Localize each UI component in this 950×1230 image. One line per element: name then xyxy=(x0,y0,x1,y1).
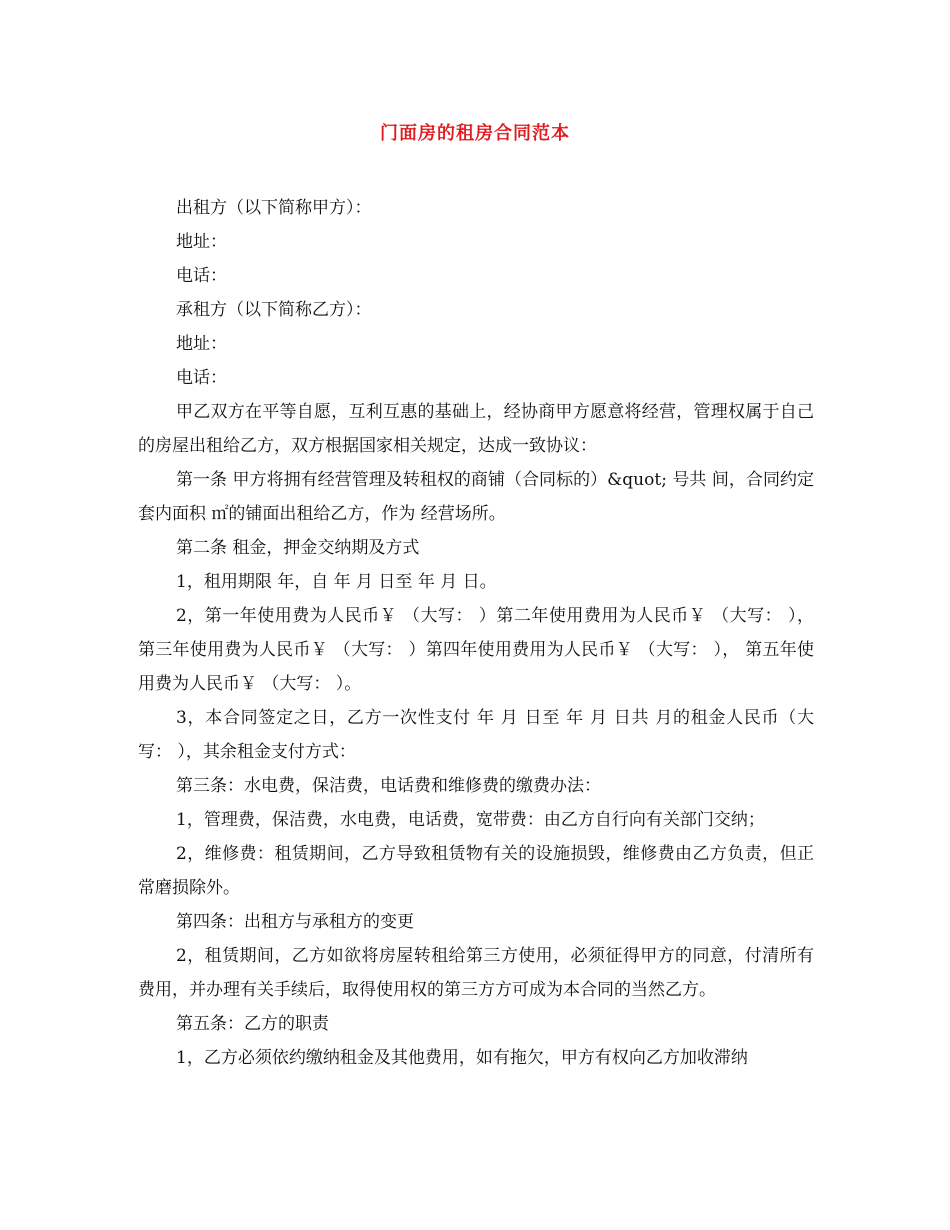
paragraph-article-2-heading: 第二条 租金，押金交纳期及方式 xyxy=(176,538,420,558)
paragraph-lessee-address: 地址： xyxy=(176,334,227,354)
paragraph-article-4-heading: 第四条：出租方与承租方的变更 xyxy=(176,912,414,932)
paragraph-article-5-item-1: 1，乙方必须依约缴纳租金及其他费用，如有拖欠，甲方有权向乙方加收滞纳 xyxy=(176,1048,748,1068)
paragraph-article-2-item-1: 1，租用期限 年，自 年 月 日至 年 月 日。 xyxy=(176,572,497,592)
document-body xyxy=(138,191,814,1075)
paragraph-preamble: 甲乙双方在平等自愿，互利互惠的基础上，经协商甲方愿意将经营，管理权属于自己的房屋出租给乙方，双方根据国家相关规定，达成一致协议： xyxy=(138,402,814,456)
paragraph-article-3-item-2: 2，维修费：租赁期间，乙方导致租赁物有关的设施损毁，维修费由乙方负责，但正常磨损除外。 xyxy=(138,844,814,898)
document-title: 门面房的租房合同范本 xyxy=(380,123,570,144)
paragraph-lessor-address: 地址： xyxy=(176,232,227,252)
paragraph-lessee-phone: 电话： xyxy=(176,368,227,388)
paragraph-article-2-item-3: 3，本合同签定之日，乙方一次性支付 年 月 日至 年 月 日共 月的租金人民币（大写： ），其余租金支付方式： xyxy=(138,708,814,762)
paragraph-lessor: 出租方（以下简称甲方）： xyxy=(176,198,372,218)
paragraph-article-4-item-2: 2，租赁期间，乙方如欲将房屋转租给第三方使用，必须征得甲方的同意，付清所有费用，并办理有关手续后，取得使用权的第三方方可成为本合同的当然乙方。 xyxy=(138,946,814,1000)
paragraph-article-3-item-1: 1，管理费，保洁费，水电费，电话费，宽带费：由乙方自行向有关部门交纳； xyxy=(176,810,765,830)
paragraph-lessor-phone: 电话： xyxy=(176,266,227,286)
paragraph-article-2-item-2: 2，第一年使用费为人民币￥ （大写： ）第二年使用费用为人民币￥ （大写： ）， 第三年使用费为人民币￥ （大写： ）第四年使用费用为人民币￥ （大写： ）， 第五年使用费为人民币￥ （大写： ）。 xyxy=(138,606,814,694)
paragraph-article-3-heading: 第三条：水电费，保洁费，电话费和维修费的缴费办法： xyxy=(176,776,601,796)
paragraph-lessee: 承租方（以下简称乙方）： xyxy=(176,300,372,320)
paragraph-article-1: 第一条 甲方将拥有经营管理及转租权的商铺（合同标的）&quot; 号共 间，合同约定套内面积 ㎡的铺面出租给乙方，作为 经营场所。 xyxy=(138,470,814,524)
paragraph-article-5-heading: 第五条：乙方的职责 xyxy=(176,1014,329,1034)
